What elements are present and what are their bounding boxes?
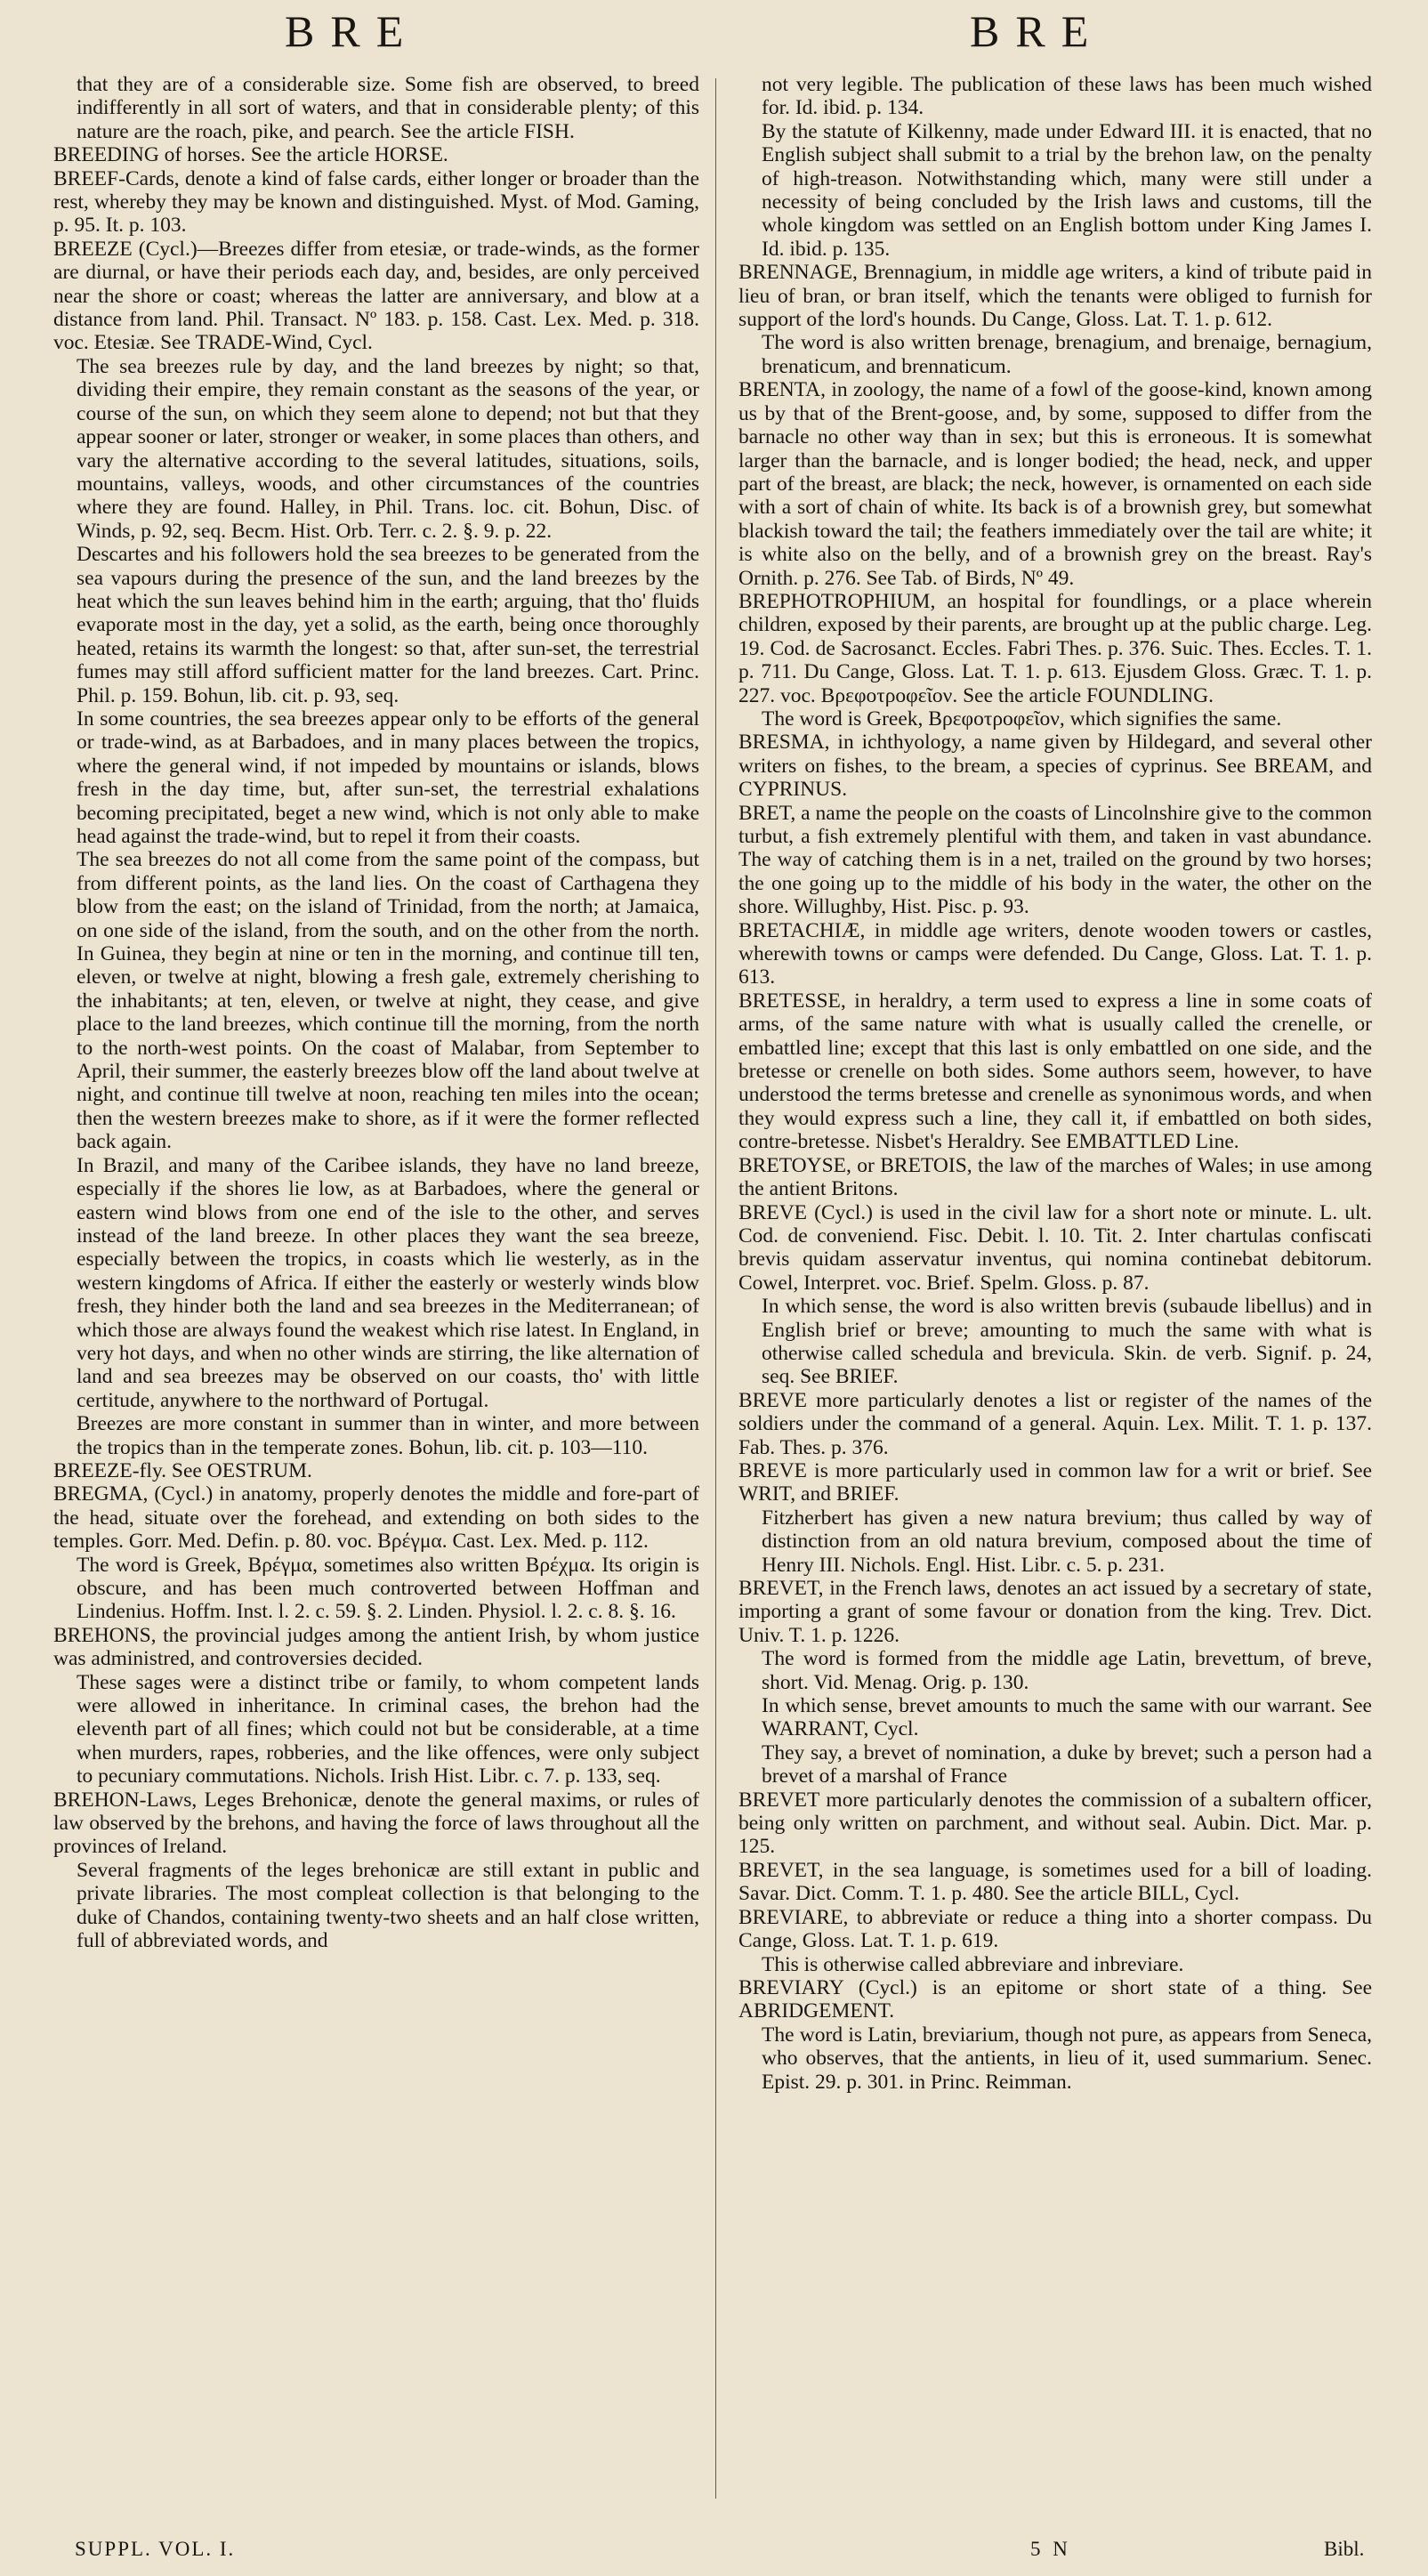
left-column	[53, 73, 699, 2538]
dictionary-entry: BREEDING of horses. See the article HORSE.	[53, 143, 448, 167]
dictionary-entry: BREVET more particularly denotes the commission of a subaltern officer, being only written on parchment, and without seal. Aubin. Dict. Mar. p. 125.	[738, 1788, 1372, 1859]
column-divider	[715, 78, 716, 2499]
entry-paragraph: Breezes are more constant in summer than in winter, and more between the tropics than in the temperate zones. Bohun, lib. cit. p. 103—110.	[77, 1412, 699, 1459]
entry-paragraph: By the statute of Kilkenny, made under Edward III. it is enacted, that no English subject shall submit to a trial by the brehon law, on the penalty of high-treason. Notwithstanding which, many were still under a necessity of being concluded by the Irish laws and customs, till the whole kingdom was settled on an English bottom under King James I. Id. ibid. p. 135.	[762, 119, 1372, 261]
signature-mark: 5 N	[1030, 2538, 1071, 2560]
dictionary-entry: BREVIARE, to abbreviate or reduce a thing into a shorter compass. Du Cange, Gloss. Lat. T. 1. p. 619.	[738, 1905, 1372, 1953]
dictionary-entry: BREEZE (Cycl.)—Breezes differ from etesiæ, or trade-winds, as the former are diurnal, or have their periods each day, and, besides, are only perceived near the shore or coast; whereas the latter are anniversary, and blow at a distance from land. Phil. Transact. Nº 183. p. 158. Cast. Lex. Med. p. 318. voc. Etesiæ. See TRADE-Wind, Cycl.	[53, 237, 699, 355]
dictionary-entry: BREEZE-fly. See OESTRUM.	[53, 1458, 312, 1482]
dictionary-entry: BREEF-Cards, denote a kind of false cards, either longer or broader than the rest, whereby they may be known and distinguished. Myst. of Mod. Gaming, p. 95. It. p. 103.	[53, 166, 699, 238]
entry-paragraph: Several fragments of the leges brehonicæ are still extant in public and private libraries. The most compleat collection is that belonging to the duke of Chandos, containing twenty-two sheets and an half close written, full of abbreviated words, and	[77, 1858, 699, 1953]
right-column	[738, 73, 1372, 2538]
entry-paragraph: The word is formed from the middle age Latin, brevettum, of breve, short. Vid. Menag. Orig. p. 130.	[762, 1647, 1372, 1694]
dictionary-entry: BREVE (Cycl.) is used in the civil law for a short note or minute. L. ult. Cod. de conveniend. Fisc. Debit. l. 10. Tit. 2. Inter chartulas confiscati brevis quidam asservatur inventus, qui nomina continebat debitorum. Cowel, Interpret. voc. Brief. Spelm. Gloss. p. 87.	[738, 1200, 1372, 1295]
left-headword: BRE	[285, 6, 420, 56]
page-footer	[0, 2538, 1428, 2573]
dictionary-entry: BREPHOTROPHIUM, an hospital for foundlings, or a place wherein children, exposed by their parents, are brought up at the public charge. Leg. 19. Cod. de Sacrosanct. Eccles. Fabri Thes. p. 376. Suic. Thes. Eccles. T. 1. p. 711. Du Cange, Gloss. Lat. T. 1. p. 613. Ejusdem Gloss. Græc. T. 1. p. 227. voc. Βρεφοτροφεῖον. See the article FOUNDLING.	[738, 589, 1372, 707]
dictionary-entry: BREVIARY (Cycl.) is an epitome or short state of a thing. See ABRIDGEMENT.	[738, 1975, 1372, 2023]
dictionary-entry: BREVET, in the sea language, is sometimes used for a bill of loading. Savar. Dict. Comm. T. 1. p. 480. See the article BILL, Cycl.	[738, 1858, 1372, 1906]
entry-paragraph: Descartes and his followers hold the sea breezes to be generated from the sea vapours during the presence of the sun, and the land breezes by the heat which the sun leaves behind him in the earth; arguing, that tho' fluids evaporate most in the day, yet a solid, as the earth, being once thoroughly heated, retains its warmth the longest: so that, after sun-set, the terrestrial fumes may still afford sufficient matter for the land breezes. Cart. Princ. Phil. p. 159. Bohun, lib. cit. p. 93, seq.	[77, 543, 699, 707]
entry-paragraph: The sea breezes do not all come from the same point of the compass, but from different points, as the land lies. On the coast of Carthagena they blow from the east; on the island of Trinidad, from the north; at Jamaica, on one side of the island, from the south, and on the other from the north. In Guinea, they begin at nine or ten in the morning, and continue till ten, eleven, or twelve at night, blowing a fresh gale, extremely cherishing to the inhabitants; at ten, eleven, or twelve at night, they cease, and give place to the land breezes, which continue till the morning, from the north to the north-west points. On the coast of Malabar, from September to April, their summer, the easterly breezes blow off the land about twelve at night, and continue till twelve at noon, reaching ten miles into the ocean; then the western breezes make to shore, as if it were the former reflected back again.	[77, 848, 699, 1154]
entry-paragraph: They say, a brevet of nomination, a duke by brevet; such a person had a brevet of a marshal of France	[762, 1740, 1372, 1789]
entry-paragraph: that they are of a considerable size. Some fish are observed, to breed indifferently in all sort of waters, and that in considerable plenty; of this nature are the roach, pike, and pearch. See the article FISH.	[77, 73, 699, 143]
entry-paragraph: In Brazil, and many of the Caribee islands, they have no land breeze, especially if the shores lie low, as at Barbadoes, where the general or eastern wind blows from one end of the isle to the other, and serves instead of the land breeze. In other places they want the sea breeze, especially between the tropics, in coasts which lie westerly, as in the western kingdoms of Africa. If either the easterly or westerly winds blow fresh, they hinder both the land and sea breezes in the Mediterranean; of which those are always found the weakest which rise latest. In England, in very hot days, and when no other winds are stirring, the like alternation of land and sea breezes may be observed on our coasts, tho' with little certitude, anywhere to the northward of Portugal.	[77, 1153, 699, 1412]
dictionary-entry: BREHONS, the provincial judges among the antient Irish, by whom justice was administred, and controversies decided.	[53, 1623, 699, 1671]
entry-paragraph: not very legible. The publication of these laws has been much wished for. Id. ibid. p. 134.	[762, 73, 1372, 120]
dictionary-entry: BREVE is more particularly used in common law for a writ or brief. See WRIT, and BRIEF.	[738, 1458, 1372, 1506]
dictionary-entry: BREVET, in the French laws, denotes an act issued by a secretary of state, importing a grant of some favour or donation from the king. Trev. Dict. Univ. T. 1. p. 1226.	[738, 1577, 1372, 1647]
dictionary-entry: BREGMA, (Cycl.) in anatomy, properly denotes the middle and fore-part of the head, situate over the forehead, and extending on both sides to the temples. Gorr. Med. Defin. p. 80. voc. Βρέγμα. Cast. Lex. Med. p. 112.	[53, 1482, 699, 1554]
catchword: Bibl.	[1324, 2538, 1365, 2560]
entry-paragraph: The word is also written brenage, brenagium, and brenaige, bernagium, brenaticum, and brennaticum.	[762, 331, 1372, 378]
entry-paragraph: The sea breezes rule by day, and the land breezes by night; so that, dividing their empire, they remain constant as the seasons of the year, or course of the sun, on which they seem alone to depend; not but that they appear sooner or later, stronger or weaker, in some places than others, and vary the alternative according to the several latitudes, situations, soils, mountains, valleys, woods, and other circumstances of the countries where they are found. Halley, in Phil. Trans. loc. cit. Bohun, Disc. of Winds, p. 92, seq. Becm. Hist. Orb. Terr. c. 2. §. 9. p. 22.	[77, 354, 699, 543]
dictionary-entry: BREVE more particularly denotes a list or register of the names of the soldiers under the command of a general. Aquin. Lex. Milit. T. 1. p. 137. Fab. Thes. p. 376.	[738, 1388, 1372, 1459]
dictionary-entry: BREHON-Laws, Leges Brehonicæ, denote the general maxims, or rules of law observed by the brehons, and having the force of laws throughout all the provinces of Ireland.	[53, 1788, 699, 1859]
entry-paragraph: The word is Greek, Βρέγμα, sometimes also written Βρέχμα. Its origin is obscure, and has been much controverted between Hoffman and Lindenius. Hoffm. Inst. l. 2. c. 59. §. 2. Linden. Physiol. l. 2. c. 8. §. 16.	[77, 1553, 699, 1624]
dictionary-entry: BRETACHIÆ, in middle age writers, denote wooden towers or castles, wherewith towns or camps were defended. Du Cange, Gloss. Lat. T. 1. p. 613.	[738, 918, 1372, 989]
entry-paragraph: The word is Greek, Βρεφοτροφεῖον, which signifies the same.	[762, 707, 1282, 731]
dictionary-entry: BRET, a name the people on the coasts of Lincolnshire give to the common turbut, a fish extremely plentiful with them, and taken in vast abundance. The way of catching them is in a net, trailed on the ground by two horses; the one going up to the middle of his body in the water, the other on the shore. Willughby, Hist. Pisc. p. 93.	[738, 801, 1372, 919]
dictionary-entry: BRENTA, in zoology, the name of a fowl of the goose-kind, known among us by that of the Brent-goose, and, by some, supposed to differ from the barnacle no other way than in sex; but this is erroneous. It is somewhat larger than the barnacle, and is longer bodied; the head, neck, and upper part of the breast, are black; the neck, however, is ornamented on each side with a sort of chain of white. Its back is of a brownish grey, but somewhat blackish toward the tail; the feathers immediately over the tail are white; it is white also on the belly, and of a brownish grey on the breast. Ray's Ornith. p. 276. See Tab. of Birds, Nº 49.	[738, 378, 1372, 590]
volume-signature: SUPPL. VOL. I.	[75, 2538, 236, 2560]
running-header	[0, 5, 1428, 62]
entry-paragraph: These sages were a distinct tribe or family, to whom competent lands were allowed in inheritance. In criminal cases, the brehon had the eleventh part of all fines; which could not but be considerable, at a time when murders, rapes, robberies, and the like offences, were only subject to pecuniary commutations. Nichols. Irish Hist. Libr. c. 7. p. 133, seq.	[77, 1670, 699, 1789]
right-headword: BRE	[970, 6, 1105, 56]
entry-paragraph: This is otherwise called abbreviare and inbreviare.	[762, 1952, 1184, 1976]
dictionary-entry: BRETOYSE, or BRETOIS, the law of the marches of Wales; in use among the antient Britons.	[738, 1153, 1372, 1201]
entry-paragraph: Fitzherbert has given a new natura brevium; thus called by way of distinction from an old natura brevium, composed about the time of Henry III. Nichols. Engl. Hist. Libr. c. 5. p. 231.	[762, 1506, 1372, 1577]
entry-paragraph: In some countries, the sea breezes appear only to be efforts of the general or trade-wind, as at Barbadoes, and in many places between the tropics, where the general wind, if not impeded by mountains or islands, blows fresh in the day time, but, after sun-set, the terrestrial exhalations becoming precipitated, beget a new wind, which is not only able to make head against the trade-wind, but to repel it from their coasts.	[77, 707, 699, 848]
dictionary-entry: BRESMA, in ichthyology, a name given by Hildegard, and several other writers on fishes, to the bream, a species of cyprinus. See BREAM, and CYPRINUS.	[738, 731, 1372, 802]
entry-paragraph: In which sense, the word is also written brevis (subaude libellus) and in English brief or breve; amounting to much the same with what is otherwise called schedula and brevicula. Skin. de verb. Signif. p. 24, seq. See BRIEF.	[762, 1295, 1372, 1389]
dictionary-entry: BRETESSE, in heraldry, a term used to express a line in some coats of arms, of the same nature with what is usually called the crenelle, or embattled line; except that this last is only embattled on one side, and the bretesse or crenelle on both sides. Some authors seem, however, to have understood the terms bretesse and crenelle as synonimous words, and when they would express such a line, they call it, if embattled on both sides, contre-bretesse. Nisbet's Heraldry. See EMBATTLED Line.	[738, 989, 1372, 1154]
entry-paragraph: The word is Latin, breviarium, though not pure, as appears from Seneca, who observes, that the antients, in lieu of it, used summarium. Senec. Epist. 29. p. 301. in Princ. Reimman.	[762, 2023, 1372, 2094]
entry-paragraph: In which sense, brevet amounts to much the same with our warrant. See WARRANT, Cycl.	[762, 1694, 1372, 1741]
dictionary-entry: BRENNAGE, Brennagium, in middle age writers, a kind of tribute paid in lieu of bran, or bran itself, which the tenants were obliged to furnish for support of the lord's hounds. Du Cange, Gloss. Lat. T. 1. p. 612.	[738, 261, 1372, 332]
